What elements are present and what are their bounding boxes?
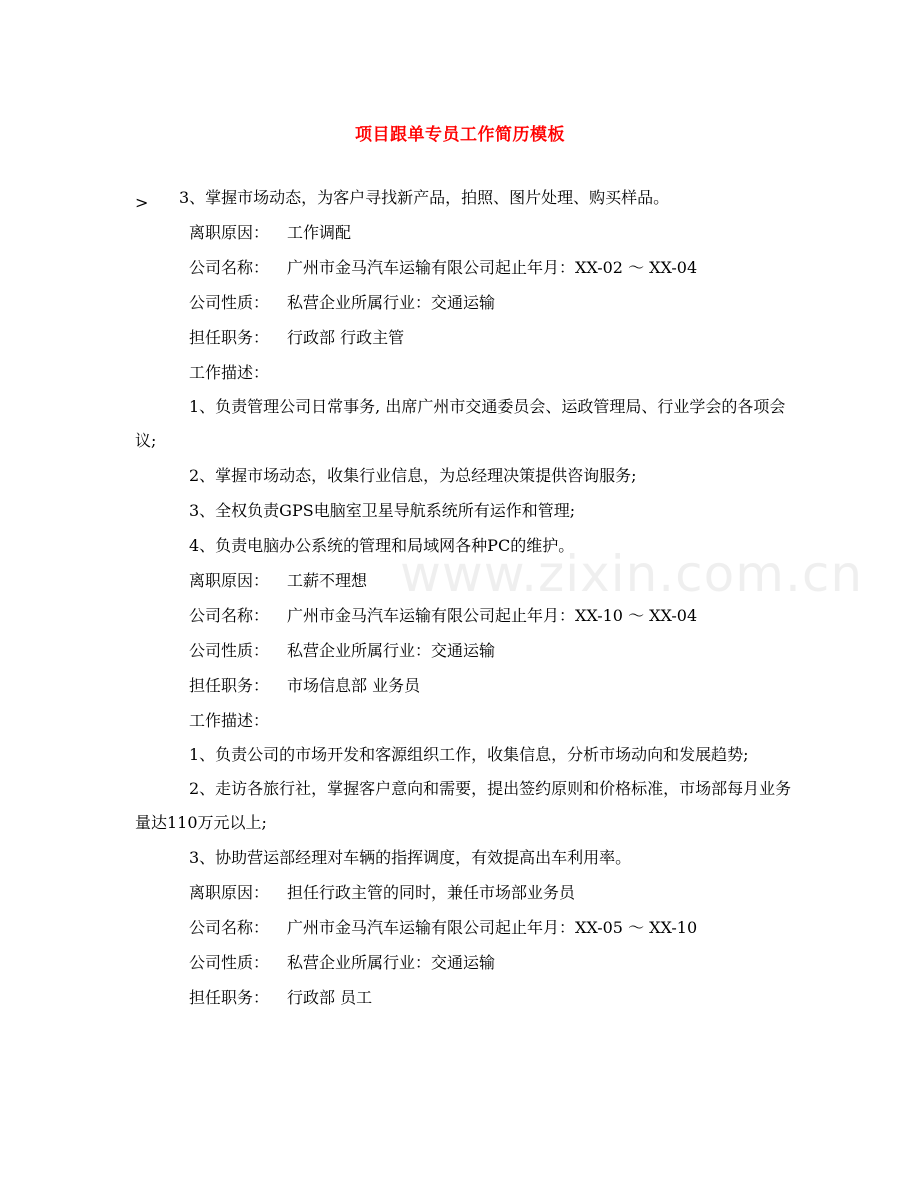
field-value: 广州市金马汽车运输有限公司起止年月：XX-02 ～ XX-04 — [287, 258, 698, 277]
work-description-heading: 工作描述： — [189, 711, 270, 730]
field-value: 行政部 行政主管 — [287, 328, 405, 347]
company-name-row — [135, 910, 795, 945]
field-value: 私营企业所属行业：交通运输 — [287, 293, 496, 312]
field-label: 担任职务： — [189, 988, 270, 1007]
description-item: 3、协助营运部经理对车辆的指挥调度，有效提高出车利用率。 — [189, 848, 632, 867]
field-value: 担任行政主管的同时，兼任市场部业务员 — [287, 883, 576, 902]
field-value: 广州市金马汽车运输有限公司起止年月：XX-05 ～ XX-10 — [287, 918, 698, 937]
description-item: 1、负责公司的市场开发和客源组织工作，收集信息，分析市场动向和发展趋势; — [189, 745, 749, 764]
field-value: 工薪不理想 — [287, 571, 368, 590]
field-label: 离职原因： — [189, 571, 270, 590]
field-value: 工作调配 — [287, 223, 352, 242]
field-label: 公司性质： — [189, 953, 270, 972]
description-item: 1、负责管理公司日常事务, 出席广州市交通委员会、运政管理局、行业学会的各项会议; — [135, 397, 786, 450]
field-label: 担任职务： — [189, 676, 270, 695]
body-line: 3、掌握市场动态，为客户寻找新产品，拍照、图片处理、购买样品。 — [179, 188, 670, 207]
field-label: 公司性质： — [189, 641, 270, 660]
company-nature-row — [135, 285, 795, 320]
document-title: 项目跟单专员工作简历模板 — [355, 125, 565, 145]
leave-reason-row — [135, 563, 795, 598]
position-row — [135, 320, 795, 355]
description-item: 3、全权负责GPS电脑室卫星导航系统所有运作和管理; — [189, 501, 576, 520]
leave-reason-row — [135, 875, 795, 910]
field-value: 市场信息部 业务员 — [287, 676, 421, 695]
field-label: 公司名称： — [189, 258, 270, 277]
field-value: 广州市金马汽车运输有限公司起止年月：XX-10 ～ XX-04 — [287, 606, 698, 625]
field-label: 公司性质： — [189, 293, 270, 312]
company-name-row — [135, 250, 795, 285]
company-nature-row — [135, 633, 795, 668]
description-item: 2、掌握市场动态，收集行业信息，为总经理决策提供咨询服务; — [189, 466, 637, 485]
field-value: 私营企业所属行业：交通运输 — [287, 641, 496, 660]
leave-reason-row — [135, 215, 795, 250]
field-label: 担任职务： — [189, 328, 270, 347]
resume-body — [135, 180, 795, 1015]
description-item: 2、走访各旅行社，掌握客户意向和需要，提出签约原则和价格标准，市场部每月业务量达110万元以上; — [135, 779, 792, 832]
position-row — [135, 980, 795, 1015]
field-value: 行政部 员工 — [287, 988, 373, 1007]
work-description-heading: 工作描述： — [189, 363, 270, 382]
field-label: 离职原因： — [189, 883, 270, 902]
company-name-row — [135, 598, 795, 633]
field-value: 私营企业所属行业：交通运输 — [287, 953, 496, 972]
position-row — [135, 668, 795, 703]
watermark: www.zixin.com.cn — [400, 545, 864, 603]
field-label: 公司名称： — [189, 918, 270, 937]
description-item: 4、负责电脑办公系统的管理和局域网各种PC的维护。 — [189, 536, 575, 555]
company-nature-row — [135, 945, 795, 980]
bullet-marker: > — [135, 193, 149, 212]
field-label: 公司名称： — [189, 606, 270, 625]
field-label: 离职原因： — [189, 223, 270, 242]
